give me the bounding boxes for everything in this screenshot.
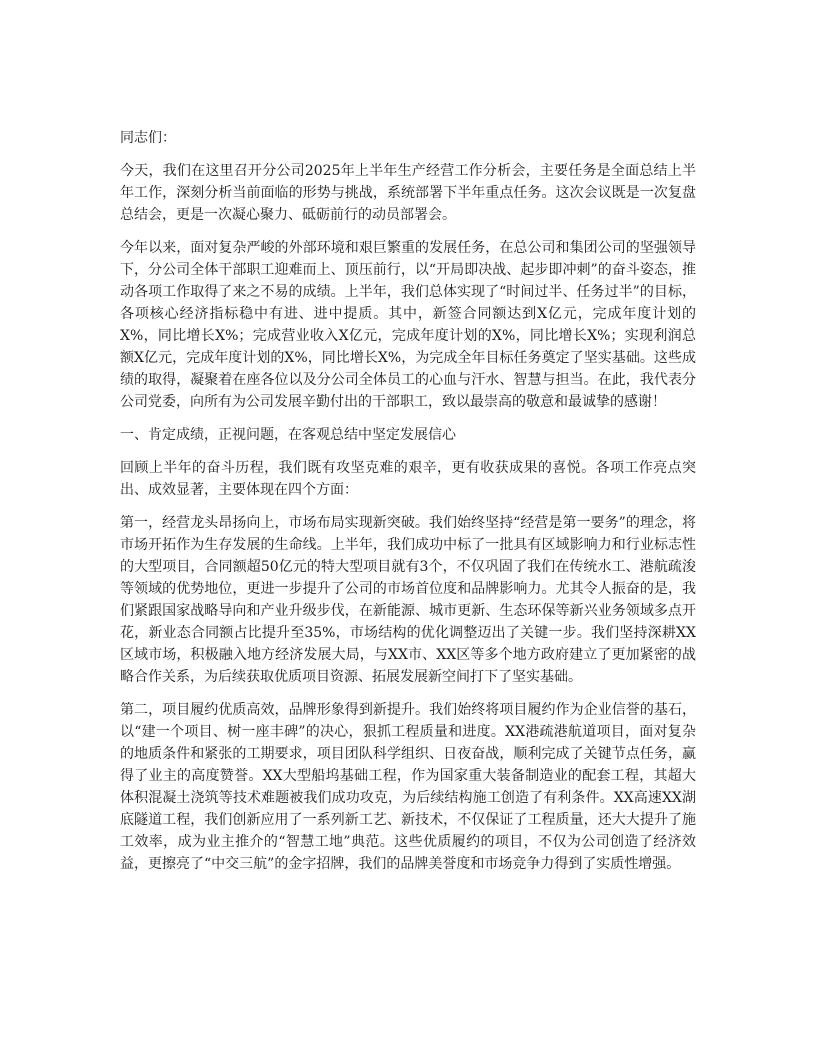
paragraph-point-one-market: 第一，经营龙头昂扬向上，市场布局实现新突破。我们始终坚持“经营是第一要务”的理念，将市场开拓作为生存发展的生命线。上半年，我们成功中标了一批具有区域影响力和行业标志性的大型项目，合同额超50亿元的特大型项目就有3个，不仅巩固了我们在传统水工、港航疏浚等领域的优势地位，更进一步提升了公司的市场首位度和品牌影响力。尤其令人振奋的是，我们紧跟国家战略导向和产业升级步伐，在新能源、城市更新、生态环保等新兴业务领域多点开花，新业态合同额占比提升至35%，市场结构的优化调整迈出了关键一步。我们坚持深耕XX区域市场，积极融入地方经济发展大局，与XX市、XX区等多个地方政府建立了更加紧密的战略合作关系，为后续获取优质项目资源、拓展发展新空间打下了坚实基础。 — [120, 515, 696, 685]
section-heading-one: 一、肯定成绩，正视问题，在客观总结中坚定发展信心 — [120, 427, 456, 443]
document-page — [120, 127, 696, 886]
paragraph-point-two-delivery: 第二，项目履约优质高效，品牌形象得到新提升。我们始终将项目履约作为企业信誉的基石，以“建一个项目、树一座丰碑”的决心，狠抓工程质量和进度。XX港疏港航道项目，面对复杂的地质条件和紧张的工期要求，项目团队科学组织、日夜奋战，顺利完成了关键节点任务，赢得了业主的高度赞誉。XX大型船坞基础工程，作为国家重大装备制造业的配套工程，其超大体积混凝土浇筑等技术难题被我们成功攻克，为后续结构施工创造了有利条件。XX高速XX湖底隧道工程，我们创新应用了一系列新工艺、新技术，不仅保证了工程质量，还大大提升了施工效率，成为业主推介的“智慧工地”典范。这些优质履约的项目，不仅为公司创造了经济效益，更擦亮了“中交三航”的金字招牌，我们的品牌美誉度和市场竞争力得到了实质性增强。 — [120, 702, 696, 872]
paragraph-opening: 今天，我们在这里召开分公司2025年上半年生产经营工作分析会，主要任务是全面总结上半年工作，深刻分析当前面临的形势与挑战，系统部署下半年重点任务。这次会议既是一次复盘总结会，更是一次凝心聚力、砥砺前行的动员部署会。 — [120, 163, 696, 223]
salutation: 同志们： — [120, 130, 176, 146]
paragraph-review-intro: 回顾上半年的奋斗历程，我们既有攻坚克难的艰辛，更有收获成果的喜悦。各项工作亮点突出、成效显著，主要体现在四个方面： — [120, 460, 696, 498]
paragraph-achievements-summary: 今年以来，面对复杂严峻的外部环境和艰巨繁重的发展任务，在总公司和集团公司的坚强领导下，分公司全体干部职工迎难而上、顶压前行，以“开局即决战、起步即冲刺”的奋斗姿态，推动各项工作取得了来之不易的成绩。上半年，我们总体实现了“时间过半、任务过半”的目标，各项核心经济指标稳中有进、进中提质。其中，新签合同额达到X亿元，完成年度计划的X%，同比增长X%；完成营业收入X亿元，完成年度计划的X%，同比增长X%；实现利润总额X亿元，完成年度计划的X%，同比增长X%，为完成全年目标任务奠定了坚实基础。这些成绩的取得，凝聚着在座各位以及分公司全体员工的心血与汗水、智慧与担当。在此，我代表分公司党委，向所有为公司发展辛勤付出的干部职工，致以最崇高的敬意和最诚挚的感谢！ — [120, 240, 696, 410]
